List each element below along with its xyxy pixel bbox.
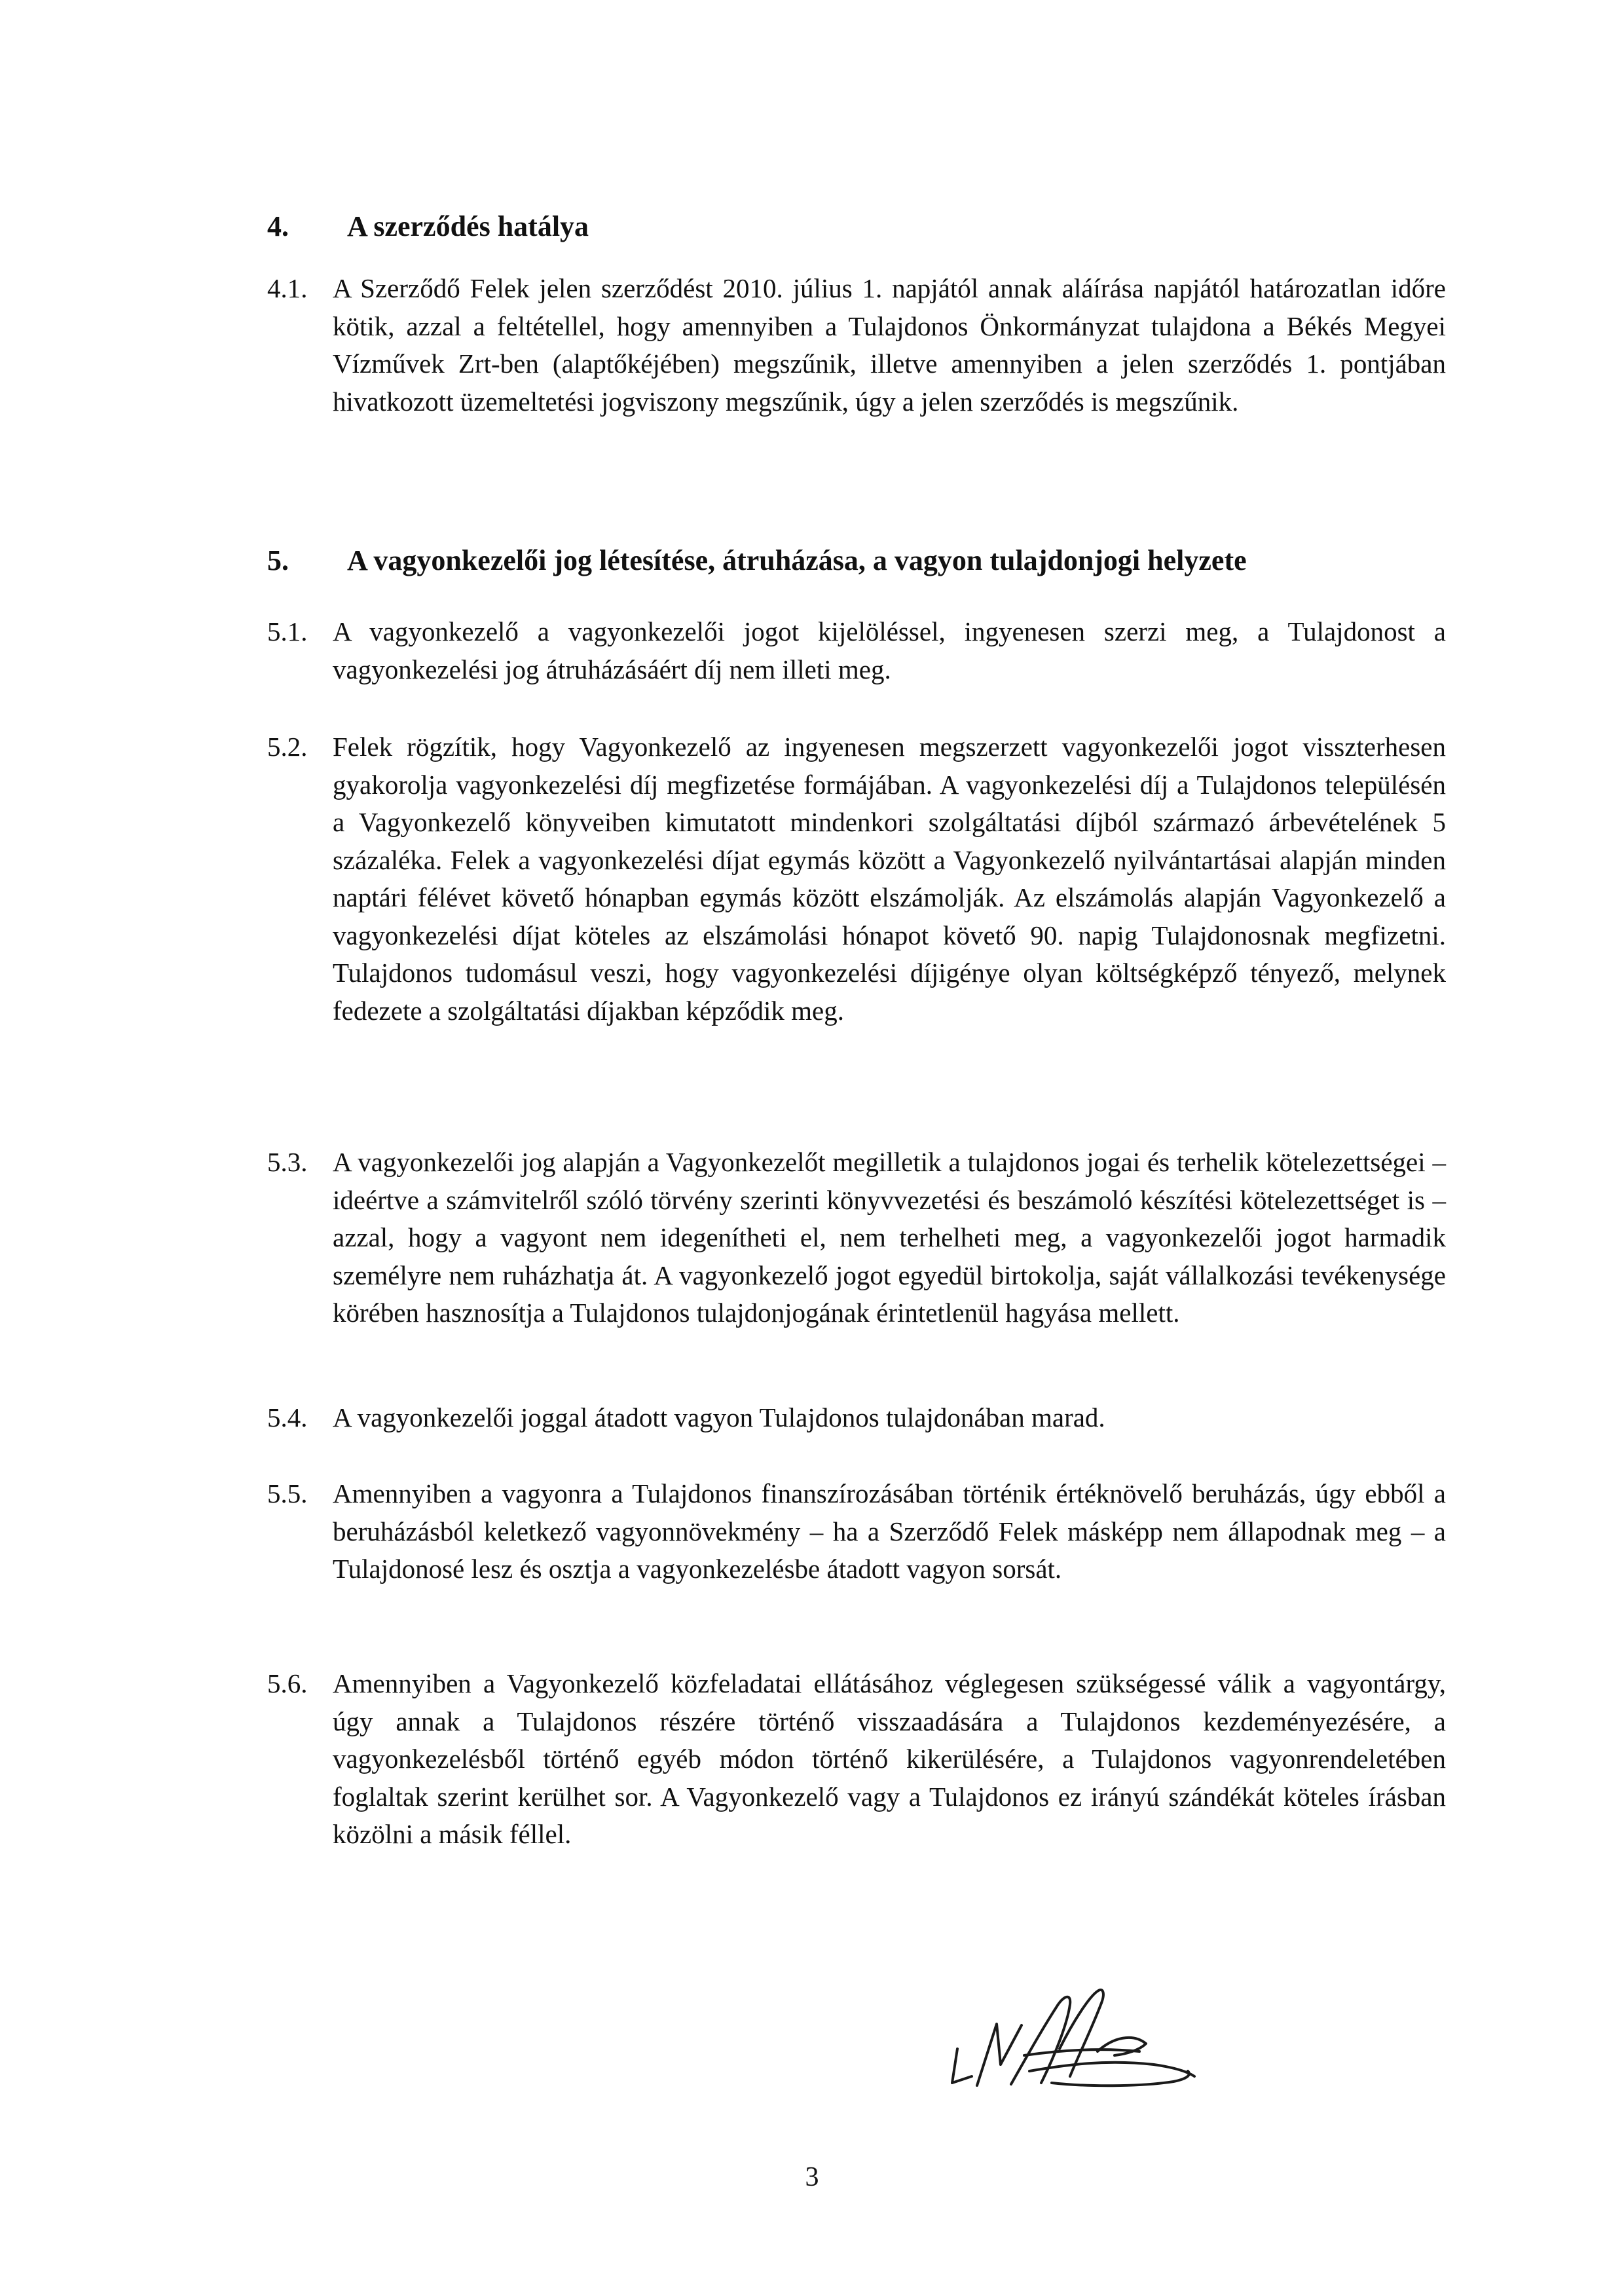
paragraph-text: A vagyonkezelői jog alapján a Vagyonkezelőt megilletik a tulajdonos jogai és terhelik kötelezettségei – ideértve a számvitelről szóló törvény szerinti könyvvezetési és beszámoló készítési kötelezettséget is – azzal, hogy a vagyont nem idegenítheti el, nem terhelheti meg, a vagyonkezelői jogot harmadik személyre nem ruházhatja át. A vagyonkezelő jogot egyedül birtokolja, saját vállalkozási tevékenysége körében hasznosítja a Tulajdonos tulajdonjogának érintetlenül hagyása mellett.: [333, 1147, 1446, 1328]
paragraph-5-6: [267, 1665, 1446, 1854]
paragraph-text: Felek rögzítik, hogy Vagyonkezelő az ingyenesen megszerzett vagyonkezelői jogot visszterhesen gyakorolja vagyonkezelési díj megfizetése formájában. A vagyonkezelési díj a Tulajdonos településén a Vagyonkezelő könyveiben kimutatott mindenkori szolgáltatási díjból származó árbevételének 5 százaléka. Felek a vagyonkezelési díjat egymás között a Vagyonkezelő nyilvántartásai alapján minden naptári félévet követő hónapban egymás között elszámolják. Az elszámolás alapján Vagyonkezelő a vagyonkezelési díjat köteles az elszámolási hónapot követő 90. napig Tulajdonosnak megfizetni. Tulajdonos tudomásul veszi, hogy vagyonkezelési díjigénye olyan költségképző tényező, melynek fedezete a szolgáltatási díjakban képződik meg.: [333, 732, 1446, 1026]
paragraph-number: 5.1.: [267, 616, 308, 646]
paragraph-number: 4.1.: [267, 273, 308, 303]
paragraph-text: A vagyonkezelő a vagyonkezelői jogot kijelöléssel, ingyenesen szerzi meg, a Tulajdonost a vagyonkezelési jog átruházásáért díj nem illeti meg.: [333, 616, 1446, 684]
section-number: 4.: [267, 210, 289, 242]
paragraph-text: Amennyiben a Vagyonkezelő közfeladatai ellátásához véglegesen szükségessé válik a vagyontárgy, úgy annak a Tulajdonos részére történő visszaadására a Tulajdonos kezdeményezésére, a vagyonkezelésből történő egyéb módon történő kikerülésére, a Tulajdonos vagyonrendeletében foglaltak szerint kerülhet sor. A Vagyonkezelő vagy a Tulajdonos ez irányú szándékát köteles írásban közölni a másik féllel.: [333, 1668, 1446, 1849]
paragraph-5-5: [267, 1475, 1446, 1588]
paragraph-text: A vagyonkezelői joggal átadott vagyon Tulajdonos tulajdonában marad.: [333, 1402, 1105, 1432]
paragraph-5-1: [267, 613, 1446, 688]
page-number: 3: [805, 2162, 819, 2192]
handwritten-signature: [943, 1978, 1218, 2096]
paragraph-5-4: [267, 1399, 1446, 1437]
section-title: A szerződés hatálya: [347, 210, 589, 242]
paragraph-5-3: [267, 1144, 1446, 1332]
section-heading-5: [267, 542, 1247, 579]
section-title: A vagyonkezelői jog létesítése, átruházása, a vagyon tulajdonjogi helyzete: [347, 544, 1247, 576]
paragraph-number: 5.3.: [267, 1147, 308, 1177]
paragraph-number: 5.2.: [267, 732, 308, 762]
paragraph-text: Amennyiben a vagyonra a Tulajdonos finanszírozásában történik értéknövelő beruházás, úgy ebből a beruházásból keletkező vagyonnövekmény – ha a Szerződő Felek másképp nem állapodnak meg – a Tulajdonosé lesz és osztja a vagyonkezelésbe átadott vagyon sorsát.: [333, 1478, 1446, 1584]
section-number: 5.: [267, 544, 289, 576]
paragraph-number: 5.4.: [267, 1402, 308, 1432]
section-heading-4: [267, 208, 589, 245]
paragraph-number: 5.5.: [267, 1478, 308, 1508]
paragraph-number: 5.6.: [267, 1668, 308, 1698]
paragraph-5-2: [267, 728, 1446, 1030]
paragraph-4-1: [267, 270, 1446, 421]
paragraph-text: A Szerződő Felek jelen szerződést 2010. július 1. napjától annak aláírása napjától határozatlan időre kötik, azzal a feltétellel, hogy amennyiben a Tulajdonos Önkormányzat tulajdona a Békés Megyei Vízművek Zrt-ben (alaptőkéjében) megszűnik, illetve amennyiben a jelen szerződés 1. pontjában hivatkozott üzemeltetési jogviszony megszűnik, úgy a jelen szerződés is megszűnik.: [333, 273, 1446, 417]
